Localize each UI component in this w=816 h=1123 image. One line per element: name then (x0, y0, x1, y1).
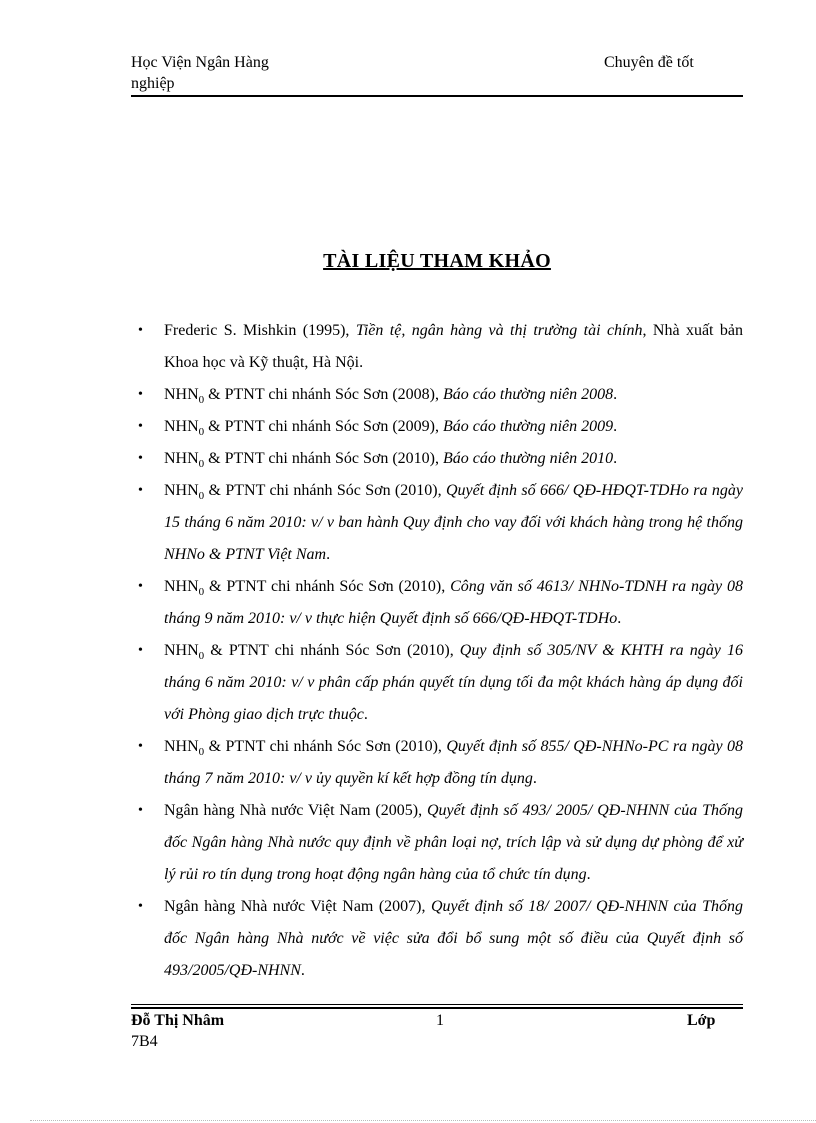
ref-title: Quyết định số 855/ QĐ-NHNo-PC ra ngày 08 tháng 7 năm 2010: v/ v ủy quyền kí kết hợp đồng tín dụng (164, 738, 743, 787)
reference-item (131, 571, 743, 635)
ref-org-sub: 0 (198, 394, 205, 406)
ref-org-sub: 0 (198, 426, 205, 438)
ref-org-sub: 0 (198, 650, 205, 662)
page-edge (30, 1120, 816, 1121)
ref-title: Quyết định số 493/ 2005/ QĐ-NHNN của Thống đốc Ngân hàng Nhà nước quy định về phân loại nợ, trích lập và sử dụng dự phòng để xử lý rủi ro tín dụng trong hoạt động ngân hàng của tổ chức tín dụng (164, 802, 744, 883)
reference-item (131, 379, 743, 411)
reference-item (131, 731, 743, 795)
ref-tail: . (617, 610, 622, 627)
bullet-icon: • (138, 451, 143, 466)
reference-item (131, 635, 743, 731)
ref-title: Công văn số 4613/ NHNo-TDNH ra ngày 08 tháng 9 năm 2010: v/ v thực hiện Quyết định số 666/QĐ-HĐQT-TDHo (164, 578, 743, 627)
ref-org-sub: 0 (198, 746, 205, 758)
ref-author: Frederic S. Mishkin (1995), (164, 322, 356, 339)
ref-title: Quy định số 305/NV & KHTH ra ngày 16 tháng 6 năm 2010: v/ v phân cấp phán quyết tín dụng tối đa một khách hàng áp dụng đối với Phòng giao dịch trực thuộc (164, 642, 743, 723)
bullet-icon: • (138, 643, 143, 658)
ref-tail: . (363, 706, 368, 723)
reference-item (131, 475, 743, 571)
ref-org: NHN (164, 482, 199, 499)
ref-title: Báo cáo thường niên 2010 (443, 450, 614, 467)
ref-title: Quyết định số 666/ QĐ-HĐQT-TDHo ra ngày 15 tháng 6 năm 2010: v/ v ban hành Quy định cho vay đối với khách hàng trong hệ thống NHNo & PTNT Việt Nam (164, 482, 743, 563)
ref-tail: . (586, 866, 591, 883)
reference-list (131, 315, 743, 987)
ref-author: & PTNT chi nhánh Sóc Sơn (2010), (204, 450, 443, 467)
reference-item (131, 891, 743, 987)
bullet-icon: • (138, 483, 143, 498)
ref-org: NHN (164, 418, 199, 435)
header-institution: Học Viện Ngân Hàng (131, 54, 269, 71)
bullet-icon: • (138, 579, 143, 594)
ref-org-sub: 0 (198, 586, 205, 598)
ref-tail: . (613, 450, 618, 467)
footer-rule (131, 1004, 743, 1005)
ref-author: & PTNT chi nhánh Sóc Sơn (2010), (204, 482, 446, 499)
ref-author: & PTNT chi nhánh Sóc Sơn (2010), (204, 578, 451, 595)
header-doc-type-wrap: nghiệp (131, 75, 175, 92)
ref-title: Báo cáo thường niên 2008 (443, 386, 614, 403)
ref-author: & PTNT chi nhánh Sóc Sơn (2010), (204, 738, 447, 755)
ref-author: Ngân hàng Nhà nước Việt Nam (2007), (164, 898, 431, 915)
reference-item (131, 443, 743, 475)
footer-rule (131, 1007, 743, 1009)
footer-author: Đỗ Thị Nhâm (131, 1012, 225, 1029)
ref-title: Quyết định số 18/ 2007/ QĐ-NHNN của Thống đốc Ngân hàng Nhà nước về việc sửa đổi bổ sung một số điều của Quyết định số 493/2005/QĐ-NHNN (164, 898, 744, 979)
bullet-icon: • (138, 419, 143, 434)
ref-org-sub: 0 (198, 458, 205, 470)
header-rule (131, 95, 743, 97)
ref-org: NHN (164, 578, 199, 595)
ref-tail: . (613, 386, 618, 403)
ref-org-sub: 0 (198, 490, 205, 502)
page-number: 1 (436, 1012, 444, 1029)
bullet-icon: • (138, 803, 143, 818)
ref-author: & PTNT chi nhánh Sóc Sơn (2009), (204, 418, 443, 435)
ref-tail: . (300, 962, 305, 979)
reference-item (131, 315, 743, 379)
footer-class-value: 7B4 (131, 1033, 158, 1050)
footer-class-label: Lớp (687, 1012, 716, 1029)
ref-tail: . (532, 770, 537, 787)
reference-item (131, 411, 743, 443)
ref-title: Báo cáo thường niên 2009 (443, 418, 614, 435)
ref-tail: . (613, 418, 618, 435)
bullet-icon: • (138, 739, 143, 754)
ref-org: NHN (164, 386, 199, 403)
page-title: TÀI LIỆU THAM KHẢO (323, 250, 551, 272)
bullet-icon: • (138, 899, 143, 914)
reference-item (131, 795, 743, 891)
ref-author: & PTNT chi nhánh Sóc Sơn (2010), (204, 642, 460, 659)
ref-author: Ngân hàng Nhà nước Việt Nam (2005), (164, 802, 427, 819)
ref-org: NHN (164, 450, 199, 467)
ref-org: NHN (164, 642, 199, 659)
ref-org: NHN (164, 738, 199, 755)
bullet-icon: • (138, 387, 143, 402)
ref-tail: , Nhà xuất bản Khoa học và Kỹ thuật, Hà Nội. (164, 322, 744, 371)
header-doc-type: Chuyên đề tốt (604, 54, 694, 71)
ref-tail: . (326, 546, 331, 563)
ref-title: Tiền tệ, ngân hàng và thị trường tài chính (355, 322, 643, 339)
ref-author: & PTNT chi nhánh Sóc Sơn (2008), (204, 386, 443, 403)
bullet-icon: • (138, 323, 143, 338)
